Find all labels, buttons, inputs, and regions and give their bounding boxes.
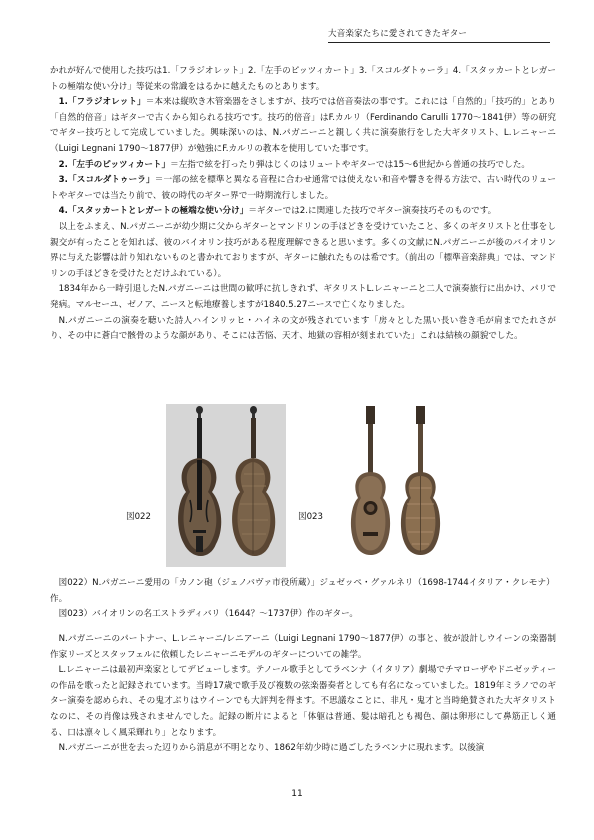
- header-rule: [328, 42, 550, 43]
- paragraph-text: ＝ギターでは2.に関連した技巧でギター演奏技巧そのものです。: [248, 206, 497, 217]
- paragraph: [50, 158, 556, 174]
- paragraph-text: 1834年から一時引退したN.パガニーニは世間の歓呼に抗しきれず、ギタリストL.レニャーニと二人で演奏旅行に出かけ、パリで発病。マルセーユ、ゼノア、ニースと転地療養しますが1840.5.27ニースで亡くなりました。: [50, 284, 556, 310]
- caption-023: 図023）バイオリンの名工ストラディバリ（1644？～1737伊）作のギター。: [58, 609, 358, 620]
- figure-area: [50, 404, 556, 570]
- paragraph: [50, 204, 556, 220]
- main-text-continued: [50, 632, 556, 757]
- violin-illustration: [166, 404, 286, 567]
- paragraph: N.パガニーニのパートナー、L.レニャーニ/レニアーニ（Luigi Legnani 1790～1877伊）の事と、彼が設計しウイーンの楽器制作家リーズとスタッフェルに依頼したレニャーニモデルのギターについての雑学。: [50, 634, 556, 660]
- paragraph-text: ＝一部の絃を標準と異なる音程に合わせ通常では使えない和音や響きを得る方法で、古い時代のリュートやギターでは当たり前で、彼の時代のギター界で一時期流行しました。: [50, 175, 557, 201]
- paragraph: [50, 64, 556, 95]
- paragraph-text: N.パガニーニの演奏を聴いた詩人ハインリッヒ・ハイネの文が残されています「房々とした黒い長い巻き毛が肩までたれさがり、その中に蒼白で骸骨のような顔があり、そこには苦悩、天才、地獄の容相が刻まれていた」これは結核の顔貌でした。: [50, 315, 556, 342]
- paragraph-lead: 3.「スコルダトゥーラ」: [58, 175, 155, 186]
- paragraph-text: 以上をふまえ、N.パガニーニが幼少期に父からギターとマンドリンの手ほどきを受けていたこと、多くのギタリストと仕事をし親交が有ったことを知れば、彼のバイオリン技巧がある程度理解できると思います。多くの文献にN.パガニーニが後のバイオリン界に与えた影響は計り知れないものと書かれておりますが、ギターに触れたものは希です。（前出の「標準音楽辞典」では、マンドリンの手ほどきを受けたとだけふれている）。: [50, 221, 556, 279]
- paragraph-lead: 4.「スタッカートとレガートの極端な使い分け」: [58, 206, 249, 217]
- paragraph-lead: 2.「左手のピッツィカート」: [58, 159, 171, 170]
- paragraph-text: ＝左指で絃を打ったり弾はじくのはリュートやギターでは15～6世紀から普通の技巧でした。: [170, 159, 530, 170]
- paragraph: [50, 95, 556, 157]
- violin-photo: [166, 404, 286, 567]
- paragraph-lead: 1.「フラジオレット」: [58, 97, 146, 108]
- guitar-photo: [336, 404, 456, 567]
- paragraph: L.レニャーニは最初声楽家としてデビューします。テノール歌手としてラベンナ（イタリア）劇場でチマローザやドニゼッティーの作品を歌ったと記録されています。当時17歳で歌手及び複数の弦楽器奏者としても有名になっていました。1819年ミラノでのギター演奏を認められ、その鬼才ぶりはウイーンでも大評判を得ます。不思議なことに、非凡・鬼才と当時絶賛された大ギタリストなのに、その肖像は残されませんでした。記録の断片によると「体躯は普通、髪は暗孔とも褐色、顔は卵形にして鼻筋正しく通る、口は凛々しく風采輝れり」となります。: [50, 665, 556, 738]
- paragraph-text: かれが好んで使用した技巧は1.「フラジオレット」2.「左手のピッツィカート」3.「スコルダトゥーラ」4.「スタッカートとレガートの極端な使い分け」等従来の常識をはるかに越えたものとあります。: [50, 66, 556, 92]
- page-number: 11: [291, 789, 303, 799]
- figure-captions: [50, 576, 556, 623]
- paragraph-text: ＝本来は縦吹き木管楽器をさしますが、技巧では倍音奏法の事です。これには「自然的」「技巧的」とあり「自然的倍音」はギターで古くから知られる技巧です。技巧的倍音」はF.カルリ（Ferdinando Carulli 1770～1841伊）等の研究でギター技巧として完成していました。興味深いのは、N.パガニーニと親しく共に演奏旅行をした大ギタリスト、L.レニャーニ（Luigi Legnani 1790～1877伊）が勉強にF.カルリの教本を使用していた事です。: [50, 97, 557, 154]
- paragraph: [50, 282, 556, 313]
- figure-label-022: 図022: [126, 512, 151, 522]
- figure-label-023: 図023: [298, 512, 323, 522]
- caption-022: 図022）N.パガニーニ愛用の「カノン砲（ジェノバヴァ市役所蔵）」ジュゼッペ・グァルネリ（1698-1744イタリア・クレモナ）作。: [50, 578, 555, 604]
- paragraph: [50, 173, 556, 204]
- paragraph: N.パガニーニが世を去った辺りから消息が不明となり、1862年幼少時に過ごしたラベンナに現れます。以後演: [58, 743, 485, 754]
- guitar-illustration: [336, 404, 456, 567]
- paragraph: [50, 314, 556, 345]
- running-header: 大音楽家たちに愛されてきたギター: [328, 29, 468, 39]
- main-text: [50, 64, 556, 345]
- paragraph: [50, 220, 556, 282]
